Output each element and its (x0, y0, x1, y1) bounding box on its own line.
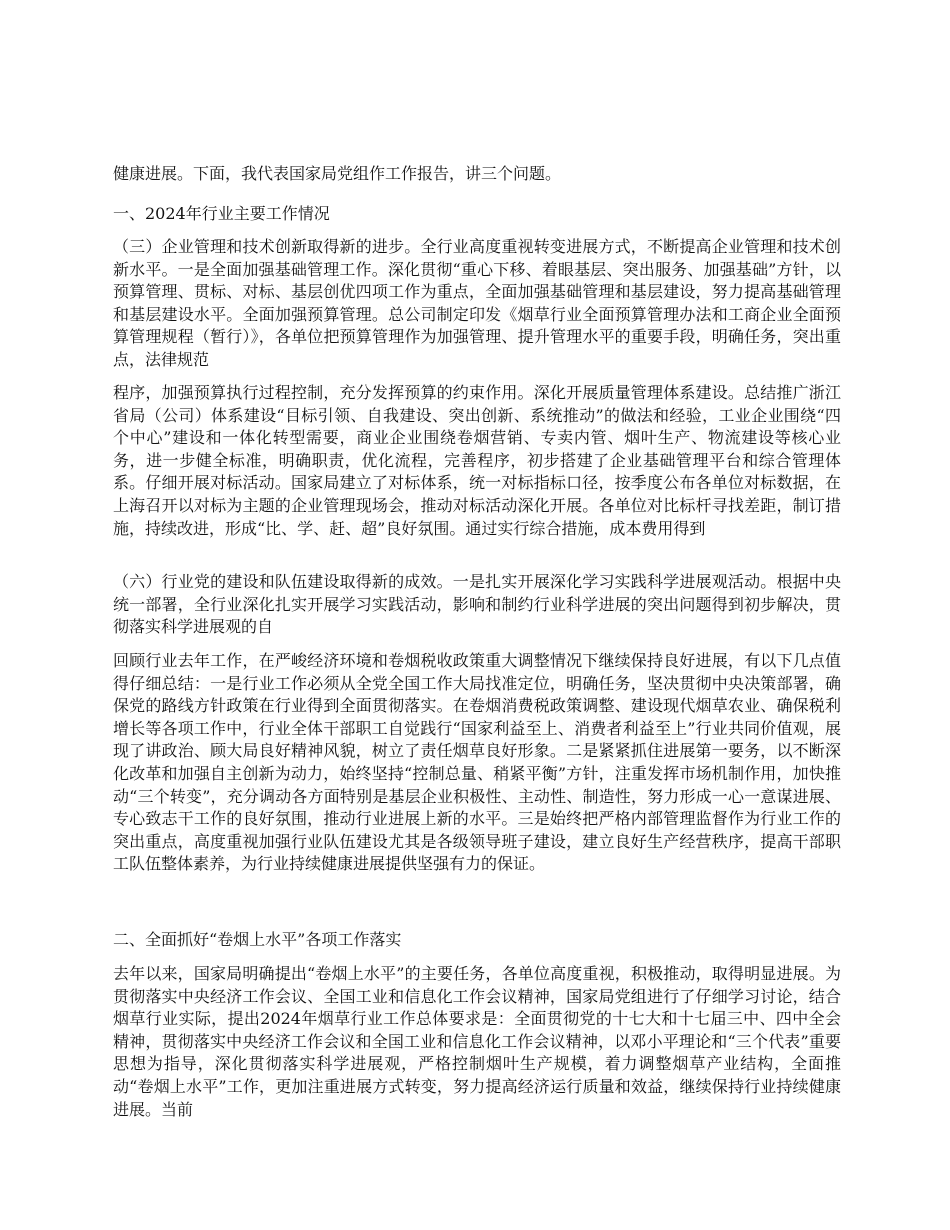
paragraph-overall-requirements: 去年以来，国家局明确提出“卷烟上水平”的主要任务，各单位高度重视，积极推动，取得明显进展。为贯彻落实中央经济工作会议、全国工业和信息化工作会议精神，国家局党组进行了仔细学习讨论，结合烟草行业实际，提出2024年烟草行业工作总体要求是：全面贯彻党的十七大和十七届三中、四中全会精神，贯彻落实中央经济工作会议和全国工业和信息化工作会议精神，以邓小平理论和“三个代表”重要思想为指导，深化贯彻落实科学进展观，严格控制烟叶生产规模，着力调整烟草产业结构，全面推动“卷烟上水平”工作，更加注重进展方式转变，努力提高经济运行质量和效益，继续保持行业持续健康进展。当前 (113, 964, 841, 1119)
paragraph-review-summary: 回顾行业去年工作，在严峻经济环境和卷烟税收政策重大调整情况下继续保持良好进展，有以下几点值得仔细总结：一是行业工作必须从全党全国工作大局找准定位，明确任务，坚决贯彻中央决策部署，确保党的路线方针政策在行业得到全面贯彻落实。在卷烟消费税政策调整、建设现代烟草农业、确保税利增长等各项工作中，行业全体干部职工自觉践行“国家利益至上、消费者利益至上”行业共同价值观，展现了讲政治、顾大局良好精神风貌，树立了责任烟草良好形象。二是紧紧抓住进展第一要务，以不断深化改革和加强自主创新为动力，始终坚持“控制总量、稍紧平衡”方针，注重发挥市场机制作用，加快推动“三个转变”，充分调动各方面特别是基层企业积极性、主动性、制造性，努力形成一心一意谋进展、专心致志干工作的良好氛围，推动行业进展上新的水平。三是始终把严格内部管理监督作为行业工作的突出重点，高度重视加强行业队伍建设尤其是各级领导班子建设，建立良好生产经营秩序，提高干部职工队伍整体素养，为行业持续健康进展提供坚强有力的保证。 (113, 651, 841, 874)
paragraph-party-building: （六）行业党的建设和队伍建设取得新的成效。一是扎实开展深化学习实践科学进展观活动。根据中央统一部署，全行业深化扎实开展学习实践活动，影响和制约行业科学进展的突出问题得到初步解决，贯彻落实科学进展观的自 (113, 572, 841, 637)
paragraph-budget-control: 程序，加强预算执行过程控制，充分发挥预算的约束作用。深化开展质量管理体系建设。总结推广浙江省局（公司）体系建设“目标引领、自我建设、突出创新、系统推动”的做法和经验，工业企业围绕“四个中心”建设和一体化转型需要，商业企业围绕卷烟营销、专卖内管、烟叶生产、物流建设等核心业务，进一步健全标准，明确职责，优化流程，完善程序，初步搭建了企业基础管理平台和综合管理体系。仔细开展对标活动。国家局建立了对标体系，统一对标指标口径，按季度公布各单位对标数据，在上海召开以对标为主题的企业管理现场会，推动对标活动深化开展。各单位对比标杆寻找差距，制订措施，持续改进，形成“比、学、赶、超”良好氛围。通过实行综合措施，成本费用得到 (113, 383, 841, 538)
section-heading-2: 二、全面抓好“卷烟上水平”各项工作落实 (113, 930, 402, 949)
section-heading-1: 一、2024年行业主要工作情况 (113, 204, 330, 223)
paragraph-enterprise-management: （三）企业管理和技术创新取得新的进步。全行业高度重视转变进展方式，不断提高企业管理和技术创新水平。一是全面加强基础管理工作。深化贯彻“重心下移、着眼基层、突出服务、加强基础”方针，以预算管理、贯标、对标、基层创优四项工作为重点，全面加强基础管理和基层建设，努力提高基础管理和基层建设水平。全面加强预算管理。总公司制定印发《烟草行业全面预算管理办法和工商企业全面预算管理规程（暂行）》，各单位把预算管理作为加强管理、提升管理水平的重要手段，明确任务，突出重点，法律规范 (113, 237, 841, 369)
paragraph-intro-closing: 健康进展。下面，我代表国家局党组作工作报告，讲三个问题。 (113, 164, 562, 183)
